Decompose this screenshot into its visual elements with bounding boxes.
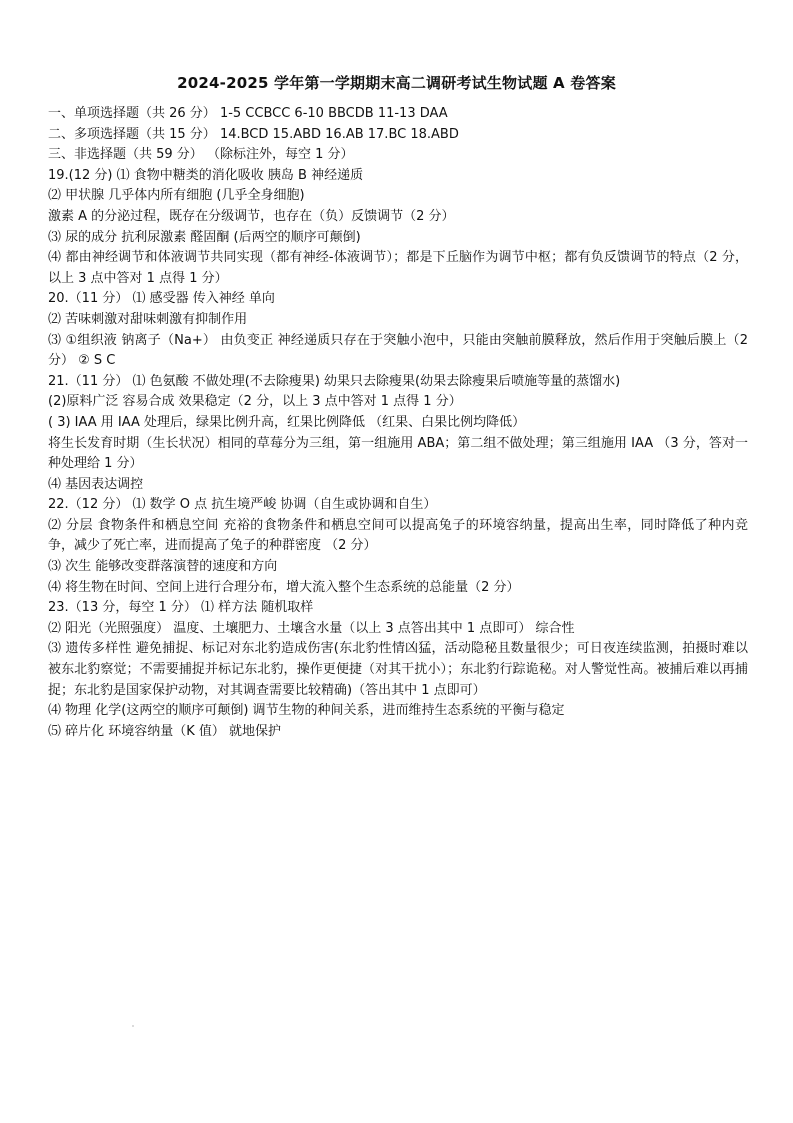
- q23-part-2: ⑵ 阳光（光照强度） 温度、土壤肥力、土壤含水量（以上 3 点答出其中 1 点即可） 综合性: [48, 620, 575, 636]
- q23-part-3: ⑶ 遗传多样性 避免捕捉、标记对东北豹造成伤害(东北豹性情凶猛，活动隐秘且数量很少；可日夜连续监测，拍摄时难以被东北豹察觉；不需要捕捉并标记东北豹，操作更便捷（对其干扰小）；东北豹行踪诡秘。对人警觉性高。被捕后难以再捕捉；东北豹是国家保护动物，对其调查需要比较精确)（答出其中 1 点即可）: [48, 641, 748, 698]
- q23-part-1: 23.（13 分，每空 1 分） ⑴ 样方法 随机取样: [48, 600, 314, 616]
- q21-part-3: ( 3) IAA 用 IAA 处理后，绿果比例升高，红果比例降低 （红果、白果比例均降低）: [48, 414, 526, 430]
- q21-part-1: 21.（11 分） ⑴ 色氨酸 不做处理(不去除瘦果) 幼果只去除瘦果(幼果去除瘦果后喷施等量的蒸馏水): [48, 373, 621, 389]
- q19-part-1: 19.(12 分) ⑴ 食物中糖类的消化吸收 胰岛 B 神经递质: [48, 167, 364, 183]
- q19-part-4: ⑷ 都由神经调节和体液调节共同实现（都有神经-体液调节）；都是下丘脑作为调节中枢；都有负反馈调节的特点（2 分，以上 3 点中答对 1 点得 1 分）: [48, 250, 748, 286]
- q19-part-2-cont: 激素 A 的分泌过程，既存在分级调节，也存在（负）反馈调节（2 分）: [48, 208, 455, 224]
- q21-part-2: (2)原料广泛 容易合成 效果稳定（2 分，以上 3 点中答对 1 点得 1 分）: [48, 394, 462, 410]
- q20-part-1: 20.（11 分） ⑴ 感受器 传入神经 单向: [48, 291, 275, 307]
- q23-part-5: ⑸ 碎片化 环境容纳量（K 值） 就地保护: [48, 723, 282, 739]
- q20-part-2: ⑵ 苦味刺激对甜味刺激有抑制作用: [48, 311, 248, 327]
- q23-part-4: ⑷ 物理 化学(这两空的顺序可颠倒) 调节生物的种间关系，进而维持生态系统的平衡与稳定: [48, 703, 565, 719]
- q21-part-3-cont: 将生长发育时期（生长状况）相同的草莓分为三组，第一组施用 ABA；第二组不做处理；第三组施用 IAA （3 分，答对一种处理给 1 分）: [48, 435, 748, 472]
- scan-speck: [132, 1025, 134, 1027]
- page-title: 2024-2025 学年第一学期期末高二调研考试生物试题 A 卷答案: [177, 74, 616, 92]
- q22-part-2: ⑵ 分层 食物条件和栖息空间 充裕的食物条件和栖息空间可以提高兔子的环境容纳量，提高出生率，同时降低了种内竞争，减少了死亡率，进而提高了兔子的种群密度 （2 分）: [48, 517, 748, 554]
- section-2-multiple-choice: 二、多项选择题（共 15 分） 14.BCD 15.ABD 16.AB 17.BC 18.ABD: [48, 126, 459, 142]
- q22-part-3: ⑶ 次生 能够改变群落演替的速度和方向: [48, 559, 278, 575]
- answer-content: [48, 104, 748, 742]
- q20-part-3: ⑶ ①组织液 钠离子（Na+） 由负变正 神经递质只存在于突触小泡中，只能由突触前膜释放，然后作用于突触后膜上（2 分） ② S C: [48, 332, 748, 369]
- q21-part-4: ⑷ 基因表达调控: [48, 476, 144, 492]
- q19-part-2: ⑵ 甲状腺 几乎体内所有细胞 (几乎全身细胞): [48, 188, 305, 204]
- section-3-header: 三、非选择题（共 59 分） （除标注外，每空 1 分）: [48, 147, 354, 163]
- q22-part-1: 22.（12 分） ⑴ 数学 O 点 抗生境严峻 协调（自生或协调和自生）: [48, 497, 437, 513]
- q22-part-4: ⑷ 将生物在时间、空间上进行合理分布，增大流入整个生态系统的总能量（2 分）: [48, 579, 520, 595]
- q19-part-3: ⑶ 尿的成分 抗利尿激素 醛固酮 (后两空的顺序可颠倒): [48, 229, 361, 245]
- section-1-single-choice: 一、单项选择题（共 26 分） 1-5 CCBCC 6-10 BBCDB 11-13 DAA: [48, 106, 448, 121]
